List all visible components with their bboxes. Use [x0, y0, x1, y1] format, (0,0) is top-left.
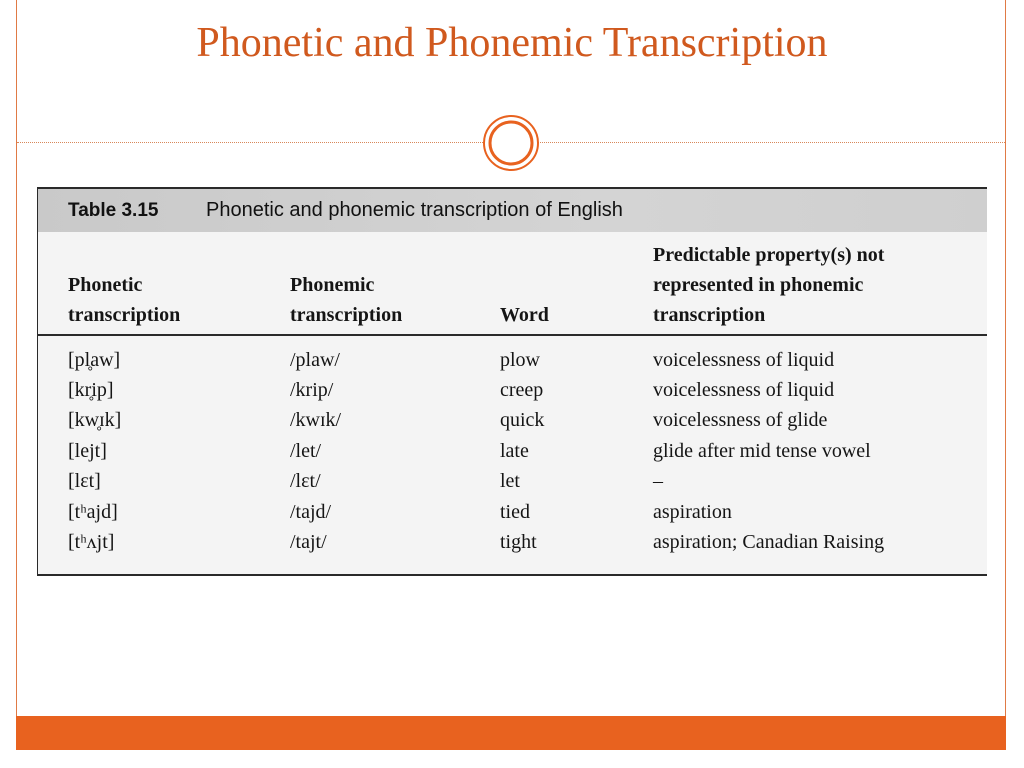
cell-property: glide after mid tense vowel	[653, 440, 871, 462]
header-predictable	[653, 240, 884, 330]
cell-property: voicelessness of glide	[653, 409, 828, 431]
header-rule	[38, 334, 987, 336]
cell-property: voicelessness of liquid	[653, 379, 835, 401]
header-phonemic-line2: transcription	[290, 304, 403, 326]
cell-phonetic: [tʰʌjt]	[68, 531, 115, 553]
cell-phonemic: /kwɪk/	[290, 409, 342, 431]
table-caption-label: Table 3.15	[68, 200, 159, 221]
cell-phonetic: [lɛt]	[68, 470, 101, 492]
cell-word: creep	[500, 379, 544, 401]
cell-word: quick	[500, 409, 545, 431]
header-phonemic	[290, 270, 402, 330]
header-predictable-line3: transcription	[653, 304, 766, 326]
header-phonetic-line2: transcription	[68, 304, 181, 326]
header-predictable-line2: represented in phonemic	[653, 274, 864, 296]
cell-phonetic: [tʰajd]	[68, 501, 118, 523]
cell-phonemic: /krip/	[290, 379, 334, 401]
cell-phonemic: /tajt/	[290, 531, 327, 553]
header-phonemic-line1: Phonemic	[290, 274, 375, 296]
cell-property: –	[653, 470, 663, 492]
cell-phonemic: /plaw/	[290, 349, 340, 371]
table-caption-text: Phonetic and phonemic transcription of English	[206, 199, 623, 221]
header-word: Word	[500, 304, 549, 326]
cell-phonetic: [kw̥ɪk]	[68, 409, 122, 431]
header-phonetic-line1: Phonetic	[68, 274, 143, 296]
header-phonetic	[68, 270, 180, 330]
cell-phonetic: [kr̥ip]	[68, 379, 114, 401]
cell-word: plow	[500, 349, 540, 371]
header-predictable-line1: Predictable property(s) not	[653, 244, 885, 266]
cell-phonemic: /tajd/	[290, 501, 332, 523]
cell-phonetic: [pl̥aw]	[68, 349, 121, 371]
cell-word: let	[500, 470, 520, 492]
transcription-table	[37, 187, 987, 576]
cell-property: voicelessness of liquid	[653, 349, 835, 371]
slide-title: Phonetic and Phonemic Transcription	[196, 20, 828, 66]
cell-phonetic: [lejt]	[68, 440, 107, 462]
cell-phonemic: /lɛt/	[290, 470, 321, 492]
footer-accent-bar	[16, 716, 1006, 750]
cell-word: late	[500, 440, 529, 462]
cell-word: tied	[500, 501, 530, 523]
table-caption	[38, 187, 987, 232]
cell-property: aspiration	[653, 501, 732, 523]
cell-word: tight	[500, 531, 537, 553]
cell-property: aspiration; Canadian Raising	[653, 531, 885, 553]
circle-ornament-icon	[480, 112, 542, 174]
cell-phonemic: /let/	[290, 440, 322, 462]
